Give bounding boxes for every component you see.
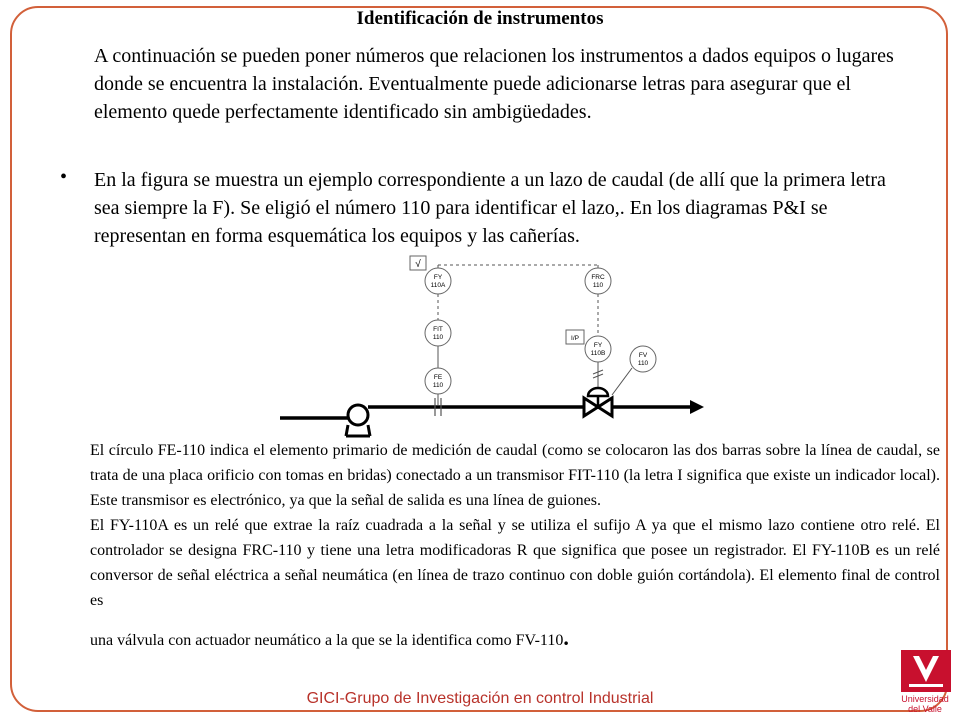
sqrt-symbol: √ [415, 259, 421, 270]
flow-arrow-head [690, 400, 704, 414]
valve-fv-leader [612, 368, 632, 395]
svg-text:FV: FV [638, 352, 648, 359]
bullet-paragraph: En la figura se muestra un ejemplo correspondiente a un lazo de caudal (de allí que la primera letra sea siempre la F). Se eligió el número 110 para identificar el lazo,. En los diagramas P&I se representan en forma esquemática los equipos y las cañerías. [94, 169, 886, 247]
svg-text:FY: FY [593, 342, 603, 349]
explanation-period: . [563, 625, 569, 650]
pid-diagram [270, 250, 720, 440]
svg-text:110: 110 [432, 382, 444, 389]
logo-caption-line-2: del Valle [908, 704, 942, 714]
instrument-frc110 [585, 268, 611, 294]
instrument-fv110 [630, 346, 656, 372]
logo-caption [890, 694, 960, 714]
instrument-fy110a [425, 268, 451, 294]
pump-symbol [346, 405, 370, 436]
instrument-fy110b [585, 336, 611, 362]
logo-caption-line-1: Universidad [901, 694, 949, 704]
explanation-paragraph-2: El FY-110A es un relé que extrae la raíz cuadrada a la señal y se utiliza el sufijo A ya que el mismo lazo contiene otro relé. El controlador se designa FRC-110 y tiene una letra modificadoras R que significa que posee un registrador. El FY-110B es un relé conversor de señal eléctrica a señal neumática (en línea de trazo continuo con doble guión cortándola). El elemento final de control es [90, 517, 940, 609]
svg-text:110A: 110A [430, 282, 446, 289]
explanation-paragraph-1: El círculo FE-110 indica el elemento primario de medición de caudal (como se colocaron las dos barras sobre la línea de caudal, se trata de una placa orificio con tomas en bridas) conectado a un transmisor FIT-110 (la letra I significa que existe un indicador local). Este transmisor es electrónico, ya que la señal de salida es una línea de guiones. [90, 442, 940, 509]
intro-paragraph: A continuación se pueden poner números que relacionen los instrumentos a dados equipos o lugares donde se encuentra la instalación. Eventualmente puede adicionarse letras para asegurar que el elemento quede perfectamente identificado sin ambigüedades. [94, 45, 894, 123]
svg-text:FIT: FIT [433, 326, 443, 333]
ip-label: I/P [571, 335, 579, 342]
footer-text: GICI-Grupo de Investigación en control Industrial [306, 690, 654, 707]
page-title: Identificación de instrumentos [356, 8, 604, 29]
svg-text:FY: FY [433, 274, 443, 281]
svg-text:110B: 110B [590, 350, 606, 357]
svg-text:FRC: FRC [591, 274, 605, 281]
instrument-fit110 [425, 320, 451, 346]
explanation-text [90, 438, 940, 653]
explanation-paragraph-3 [90, 625, 940, 653]
bullet-marker: • [60, 166, 68, 188]
svg-text:110: 110 [592, 282, 604, 289]
svg-text:110: 110 [432, 334, 444, 341]
instrument-fe110 [425, 368, 451, 394]
explanation-last-line: una válvula con actuador neumático a la que se la identifica como FV-110 [90, 632, 564, 649]
control-valve-fv110 [584, 388, 612, 416]
svg-text:FE: FE [433, 374, 443, 381]
svg-text:110: 110 [637, 360, 649, 367]
